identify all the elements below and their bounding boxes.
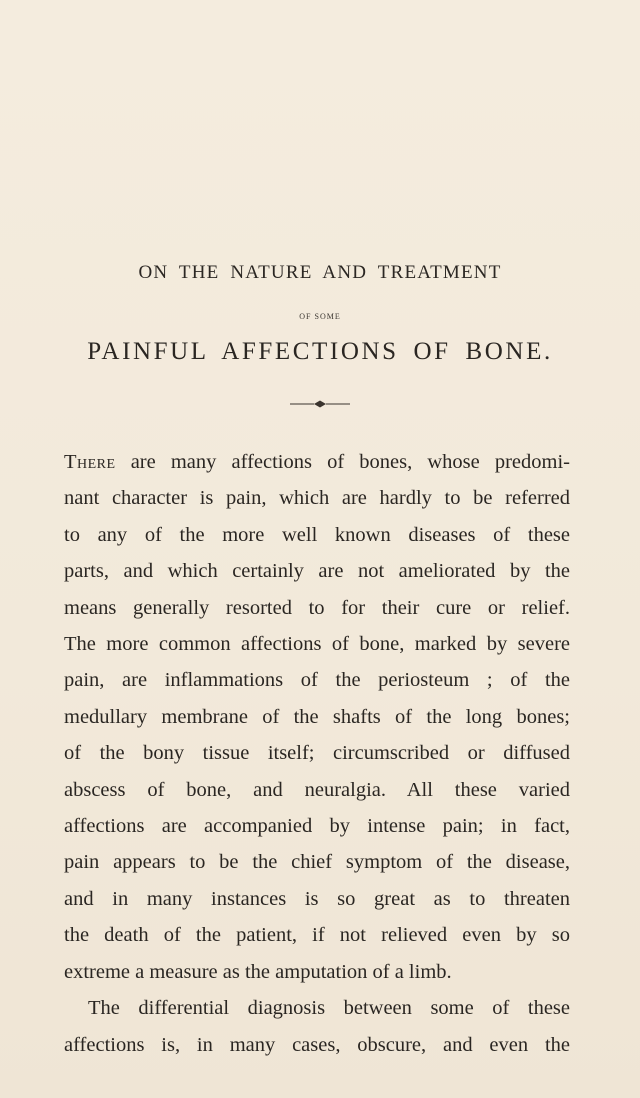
ornament-divider-icon — [288, 398, 352, 410]
text-line-4: parts, and which certainly are not ameliorated by the — [64, 560, 570, 583]
title-line-of-some: OF SOME — [299, 312, 341, 321]
title-line-nature-treatment: ON THE NATURE AND TREATMENT — [138, 262, 502, 283]
title-line-painful-affections: PAINFUL AFFECTIONS OF BONE. — [87, 338, 553, 365]
body-paragraph — [64, 444, 570, 1063]
text-line-6: The more common affections of bone, marked by severe — [64, 633, 570, 656]
text-line-11: affections are accompanied by intense pain; in fact, — [64, 815, 570, 838]
text-line-7: pain, are inflammations of the periosteum ; of the — [64, 669, 570, 692]
text-line-14: the death of the patient, if not relieved even by so — [64, 924, 570, 947]
text-line-15: extreme a measure as the amputation of a limb. — [64, 960, 452, 983]
text-line-17: affections is, in many cases, obscure, and even the — [64, 1033, 570, 1056]
text-line-1: There are many affections of bones, whose predomi- — [64, 451, 570, 473]
drop-word: There — [64, 451, 116, 473]
text-line-9: of the bony tissue itself; circumscribed or diffused — [64, 742, 570, 765]
text-line-2: nant character is pain, which are hardly to be referred — [64, 487, 570, 510]
text-line-13: and in many instances is so great as to threaten — [64, 887, 570, 910]
text-line-16: The differential diagnosis between some of these — [88, 997, 570, 1020]
text-line-8: medullary membrane of the shafts of the long bones; — [64, 705, 570, 728]
text-line-10: abscess of bone, and neuralgia. All these varied — [64, 778, 570, 801]
text-line-3: to any of the more well known diseases of these — [64, 523, 570, 546]
text-line-5: means generally resorted to for their cure or relief. — [64, 596, 570, 619]
text-line-12: pain appears to be the chief symptom of the disease, — [64, 851, 570, 874]
